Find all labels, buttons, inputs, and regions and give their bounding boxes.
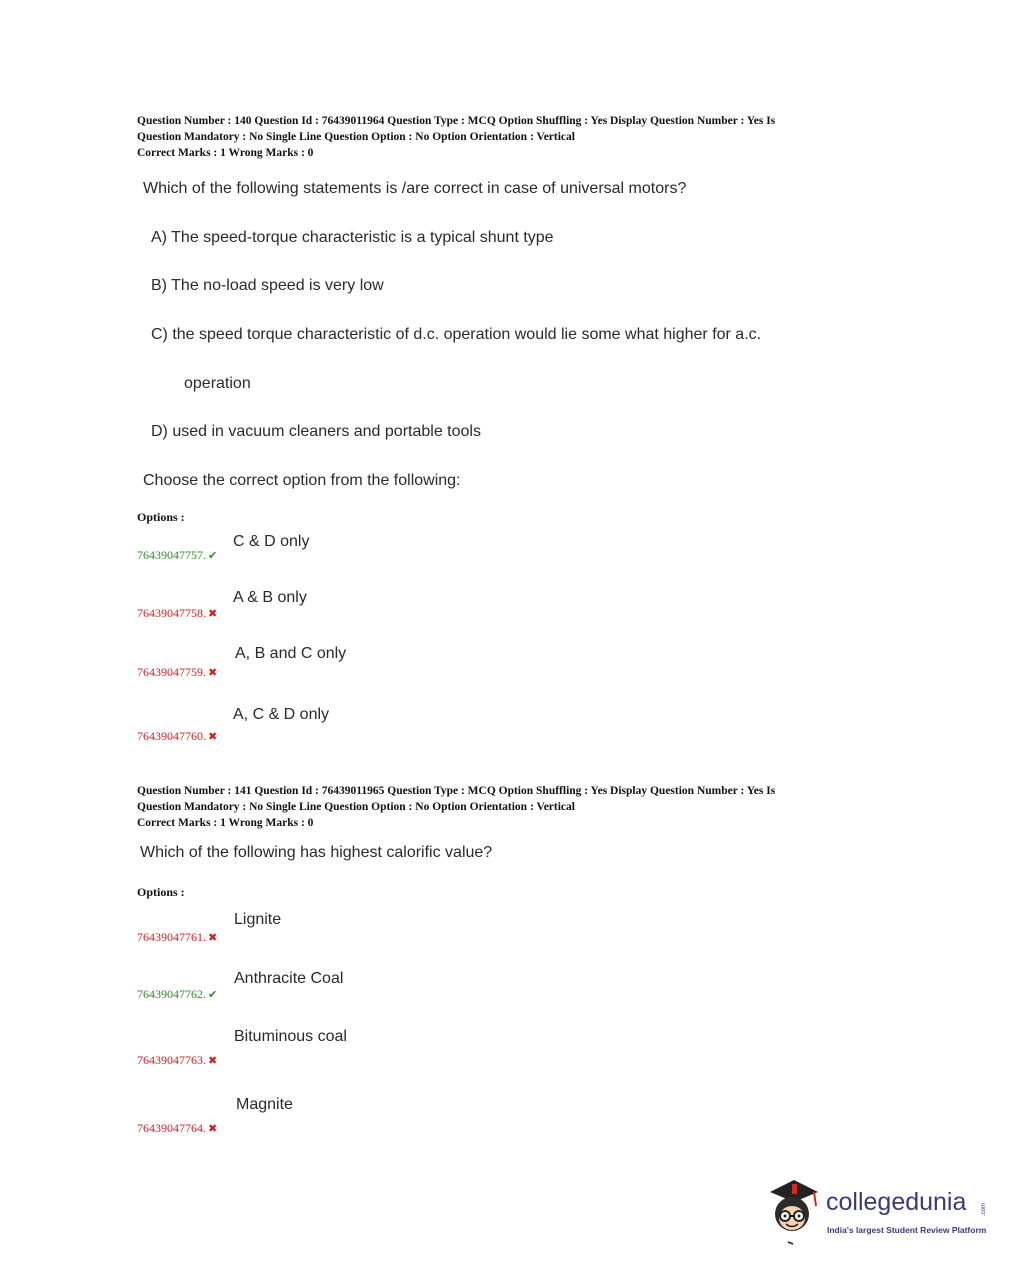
- option-id: 76439047763.: [137, 1053, 206, 1067]
- q140-statement-a: A) The speed-torque characteristic is a typical shunt type: [151, 229, 554, 246]
- collegedunia-tagline: India's largest Student Review Platform: [827, 1225, 987, 1235]
- cross-icon: ✖: [208, 667, 218, 679]
- q141-question-stem: Which of the following has highest calorific value?: [140, 844, 493, 861]
- collegedunia-com-suffix: .com: [981, 1203, 987, 1217]
- q140-option-4-text: A, C & D only: [233, 706, 330, 723]
- collegedunia-wordmark: collegedunia: [826, 1188, 967, 1216]
- option-id: 76439047762.: [137, 987, 206, 1001]
- q140-option-4-id: [137, 729, 217, 744]
- q141-option-2-id: [137, 987, 217, 1002]
- q140-option-3-id: [137, 665, 217, 680]
- option-id: 76439047760.: [137, 729, 206, 743]
- check-icon: ✔: [208, 989, 218, 1001]
- q140-meta-line1: Question Number : 140 Question Id : 76439011964 Question Type : MCQ Option Shuffling : Yes Display Question Number : Yes Is: [137, 115, 776, 127]
- option-id: 76439047759.: [137, 665, 206, 679]
- option-id: 76439047761.: [137, 930, 206, 944]
- q140-meta-line3: Correct Marks : 1 Wrong Marks : 0: [137, 147, 314, 159]
- option-id: 76439047757.: [137, 548, 206, 562]
- q140-metadata: [137, 113, 877, 161]
- q141-metadata: [137, 783, 877, 831]
- q141-option-4-id: [137, 1121, 217, 1136]
- cross-icon: ✖: [208, 731, 218, 743]
- q140-option-1-text: C & D only: [233, 533, 310, 550]
- q140-statement-d: D) used in vacuum cleaners and portable tools: [151, 423, 481, 440]
- q141-option-1-id: [137, 930, 217, 945]
- q141-option-4-text: Magnite: [236, 1096, 293, 1113]
- q140-option-2-id: [137, 606, 217, 621]
- q140-option-1-id: [137, 548, 217, 563]
- q141-options-label: Options :: [137, 885, 185, 899]
- q140-statement-c-continued: operation: [184, 375, 251, 392]
- q141-meta-line3: Correct Marks : 1 Wrong Marks : 0: [137, 817, 314, 829]
- cross-icon: ✖: [208, 1123, 218, 1135]
- cross-icon: ✖: [208, 1055, 218, 1067]
- cross-icon: ✖: [208, 608, 218, 620]
- q140-statement-b: B) The no-load speed is very low: [151, 277, 384, 294]
- q140-meta-line2: Question Mandatory : No Single Line Question Option : No Option Orientation : Vertical: [137, 131, 575, 143]
- check-icon: ✔: [208, 550, 218, 562]
- q140-statement-c: C) the speed torque characteristic of d.c. operation would lie some what higher for a.c.: [151, 326, 762, 343]
- q140-option-2-text: A & B only: [233, 589, 307, 606]
- q141-meta-line2: Question Mandatory : No Single Line Question Option : No Option Orientation : Vertical: [137, 801, 575, 813]
- q140-option-3-text: A, B and C only: [235, 645, 347, 662]
- q141-option-1-text: Lignite: [234, 911, 282, 928]
- option-id: 76439047758.: [137, 606, 206, 620]
- q141-option-3-text: Bituminous coal: [234, 1028, 347, 1045]
- option-id: 76439047764.: [137, 1121, 206, 1135]
- q141-meta-line1: Question Number : 141 Question Id : 76439011965 Question Type : MCQ Option Shuffling : Yes Display Question Number : Yes Is: [137, 785, 776, 797]
- q141-option-3-id: [137, 1053, 217, 1068]
- q140-question-stem: Which of the following statements is /are correct in case of universal motors?: [143, 180, 687, 197]
- q141-option-2-text: Anthracite Coal: [234, 970, 344, 987]
- cross-icon: ✖: [208, 932, 218, 944]
- collegedunia-mascot-icon: [766, 1178, 826, 1248]
- q140-options-label: Options :: [137, 510, 185, 524]
- q140-instruction: Choose the correct option from the following:: [143, 472, 461, 489]
